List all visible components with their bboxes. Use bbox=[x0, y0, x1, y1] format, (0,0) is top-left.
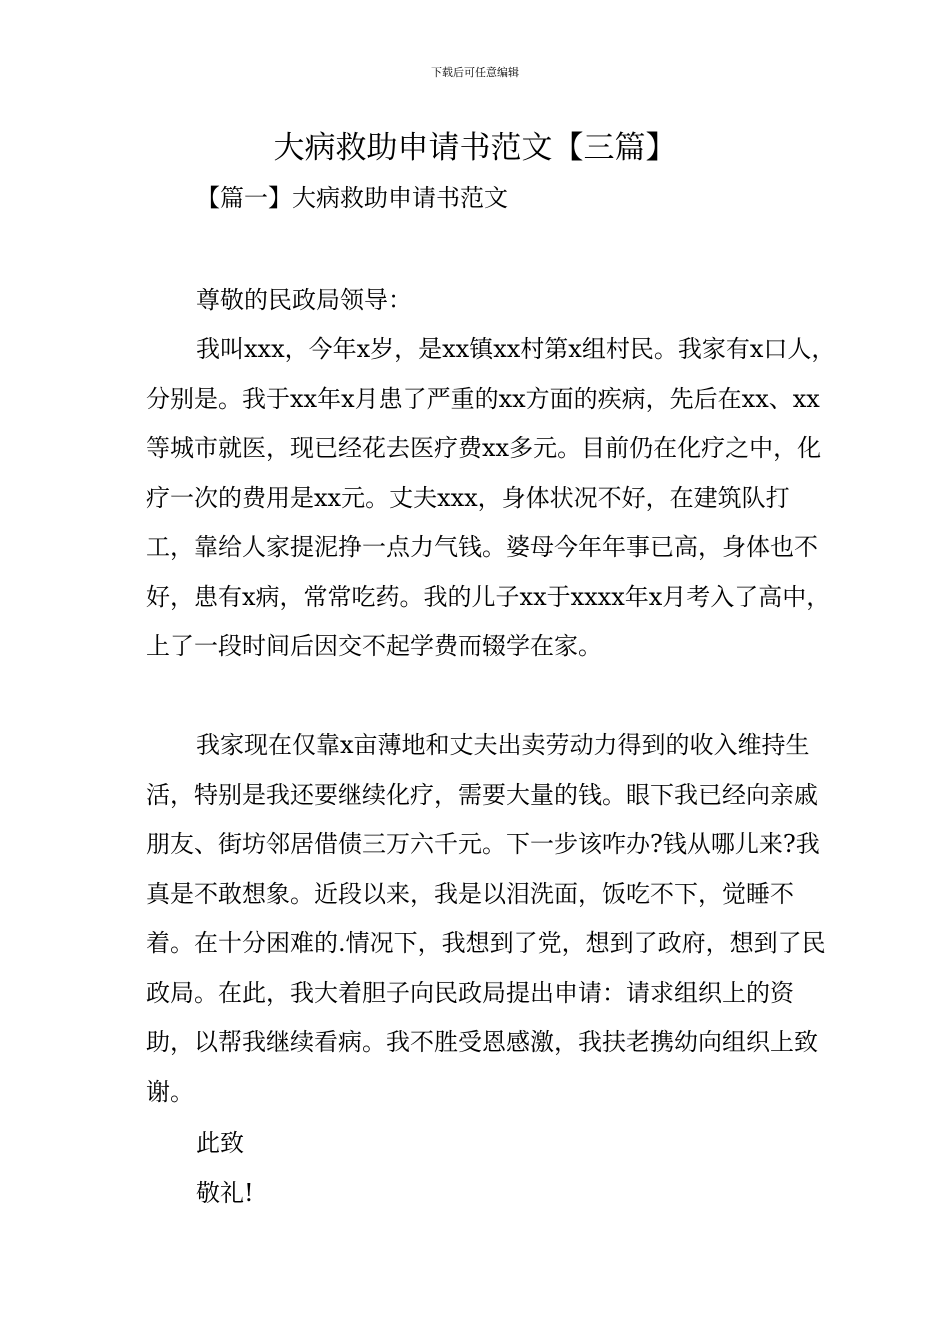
section-heading: 【篇一】大病救助申请书范文 bbox=[196, 184, 508, 212]
closing-greeting: 此致 bbox=[196, 1129, 244, 1157]
paragraph-2: 我家现在仅靠x亩薄地和丈夫出卖劳动力得到的收入维持生活，特别是我还要继续化疗，需要大量的钱。眼下我已经向亲戚朋友、街坊邻居借债三万六千元。下一步该咋办?钱从哪儿来?我真是不敢想象。近段以来，我是以泪洗面，饭吃不下，觉睡不着。在十分困难的.情况下，我想到了党，想到了政府，想到了民政局。在此，我大着胆子向民政局提出申请：请求组织上的资助，以帮我继续看病。我不胜受恩感激，我扶老携幼向组织上致谢。 bbox=[146, 731, 826, 1106]
document-title: 大病救助申请书范文【三篇】 bbox=[273, 130, 677, 166]
header-note: 下载后可任意编辑 bbox=[431, 66, 519, 79]
salutation: 尊敬的民政局领导： bbox=[196, 286, 412, 314]
closing-salute: 敬礼! bbox=[196, 1179, 254, 1207]
paragraph-1: 我叫xxx，今年x岁，是xx镇xx村第x组村民。我家有x口人，分别是。我于xx年x月患了严重的xx方面的疾病，先后在xx、xx等城市就医，现已经花去医疗费xx多元。目前仍在化疗之中，化疗一次的费用是xx元。丈夫xxx，身体状况不好，在建筑队打工，靠给人家提泥挣一点力气钱。婆母今年年事已高，身体也不好，患有x病，常常吃药。我的儿子xx于xxxx年x月考入了高中，上了一段时间后因交不起学费而辍学在家。 bbox=[146, 335, 836, 660]
